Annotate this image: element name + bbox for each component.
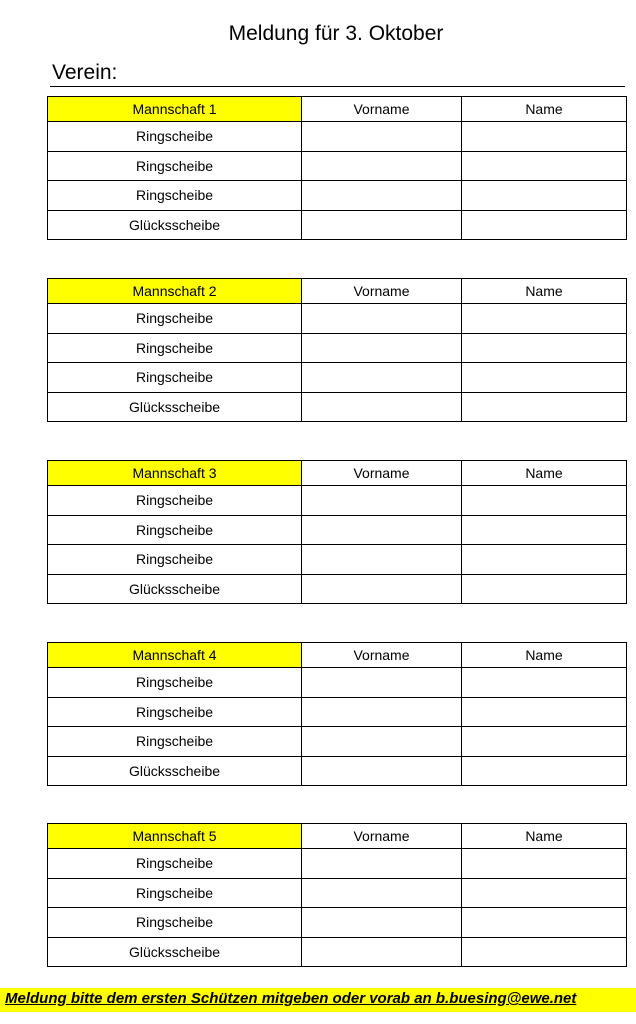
discipline-label: Ringscheibe [48, 668, 302, 698]
table-row [48, 668, 627, 698]
footer-note: Meldung bitte dem ersten Schützen mitgeben oder vorab an b.buesing@ewe.net [5, 990, 577, 1007]
team-header-row [48, 461, 627, 486]
name-input-cell[interactable] [462, 515, 627, 545]
vorname-input-cell[interactable] [302, 668, 462, 698]
vorname-input-cell[interactable] [302, 849, 462, 879]
discipline-label: Ringscheibe [48, 363, 302, 393]
table-row [48, 181, 627, 211]
table-row [48, 392, 627, 422]
vorname-input-cell[interactable] [302, 937, 462, 967]
vorname-input-cell[interactable] [302, 151, 462, 181]
discipline-label: Ringscheibe [48, 151, 302, 181]
name-input-cell[interactable] [462, 849, 627, 879]
team-table-2 [47, 278, 627, 422]
name-header: Name [462, 97, 627, 122]
discipline-label: Glücksscheibe [48, 574, 302, 604]
discipline-label: Glücksscheibe [48, 756, 302, 786]
name-input-cell[interactable] [462, 756, 627, 786]
name-input-cell[interactable] [462, 486, 627, 516]
name-input-cell[interactable] [462, 210, 627, 240]
vorname-header: Vorname [302, 824, 462, 849]
vorname-input-cell[interactable] [302, 878, 462, 908]
table-row [48, 727, 627, 757]
table-row [48, 574, 627, 604]
team-name-cell: Mannschaft 4 [48, 643, 302, 668]
table-row [48, 515, 627, 545]
vorname-input-cell[interactable] [302, 333, 462, 363]
discipline-label: Ringscheibe [48, 486, 302, 516]
table-row [48, 151, 627, 181]
name-header: Name [462, 824, 627, 849]
vorname-input-cell[interactable] [302, 756, 462, 786]
discipline-label: Glücksscheibe [48, 210, 302, 240]
discipline-label: Ringscheibe [48, 515, 302, 545]
vorname-input-cell[interactable] [302, 545, 462, 575]
name-input-cell[interactable] [462, 937, 627, 967]
table-row [48, 210, 627, 240]
vorname-input-cell[interactable] [302, 486, 462, 516]
vorname-header: Vorname [302, 97, 462, 122]
vorname-header: Vorname [302, 279, 462, 304]
vorname-input-cell[interactable] [302, 727, 462, 757]
vorname-header: Vorname [302, 643, 462, 668]
team-table-5 [47, 823, 627, 967]
vorname-input-cell[interactable] [302, 392, 462, 422]
discipline-label: Glücksscheibe [48, 392, 302, 422]
name-input-cell[interactable] [462, 727, 627, 757]
team-header-row [48, 97, 627, 122]
table-row [48, 304, 627, 334]
team-name-cell: Mannschaft 2 [48, 279, 302, 304]
vorname-input-cell[interactable] [302, 181, 462, 211]
team-header-row [48, 824, 627, 849]
table-row [48, 122, 627, 152]
verein-label: Verein: [52, 61, 118, 84]
page-title: Meldung für 3. Oktober [228, 22, 444, 45]
name-input-cell[interactable] [462, 363, 627, 393]
table-row [48, 878, 627, 908]
table-row [48, 697, 627, 727]
table-row [48, 486, 627, 516]
discipline-label: Ringscheibe [48, 545, 302, 575]
discipline-label: Ringscheibe [48, 122, 302, 152]
verein-field[interactable] [50, 60, 625, 87]
name-input-cell[interactable] [462, 333, 627, 363]
table-row [48, 363, 627, 393]
team-table-4 [47, 642, 627, 786]
team-name-cell: Mannschaft 5 [48, 824, 302, 849]
discipline-label: Glücksscheibe [48, 937, 302, 967]
team-header-row [48, 279, 627, 304]
footer-note-bar [0, 988, 636, 1012]
team-table-3 [47, 460, 627, 604]
name-input-cell[interactable] [462, 668, 627, 698]
table-row [48, 908, 627, 938]
team-name-cell: Mannschaft 3 [48, 461, 302, 486]
name-header: Name [462, 461, 627, 486]
vorname-input-cell[interactable] [302, 122, 462, 152]
discipline-label: Ringscheibe [48, 304, 302, 334]
vorname-input-cell[interactable] [302, 304, 462, 334]
team-name-cell: Mannschaft 1 [48, 97, 302, 122]
discipline-label: Ringscheibe [48, 849, 302, 879]
discipline-label: Ringscheibe [48, 727, 302, 757]
name-input-cell[interactable] [462, 151, 627, 181]
name-header: Name [462, 643, 627, 668]
name-input-cell[interactable] [462, 181, 627, 211]
table-row [48, 849, 627, 879]
team-table-1 [47, 96, 627, 240]
discipline-label: Ringscheibe [48, 181, 302, 211]
name-header: Name [462, 279, 627, 304]
vorname-input-cell[interactable] [302, 697, 462, 727]
name-input-cell[interactable] [462, 878, 627, 908]
name-input-cell[interactable] [462, 122, 627, 152]
table-row [48, 545, 627, 575]
vorname-input-cell[interactable] [302, 908, 462, 938]
discipline-label: Ringscheibe [48, 333, 302, 363]
vorname-input-cell[interactable] [302, 210, 462, 240]
name-input-cell[interactable] [462, 304, 627, 334]
team-header-row [48, 643, 627, 668]
name-input-cell[interactable] [462, 697, 627, 727]
vorname-input-cell[interactable] [302, 515, 462, 545]
vorname-input-cell[interactable] [302, 363, 462, 393]
name-input-cell[interactable] [462, 545, 627, 575]
name-input-cell[interactable] [462, 908, 627, 938]
vorname-input-cell[interactable] [302, 574, 462, 604]
discipline-label: Ringscheibe [48, 908, 302, 938]
table-row [48, 937, 627, 967]
table-row [48, 333, 627, 363]
name-input-cell[interactable] [462, 392, 627, 422]
discipline-label: Ringscheibe [48, 878, 302, 908]
name-input-cell[interactable] [462, 574, 627, 604]
discipline-label: Ringscheibe [48, 697, 302, 727]
vorname-header: Vorname [302, 461, 462, 486]
table-row [48, 756, 627, 786]
